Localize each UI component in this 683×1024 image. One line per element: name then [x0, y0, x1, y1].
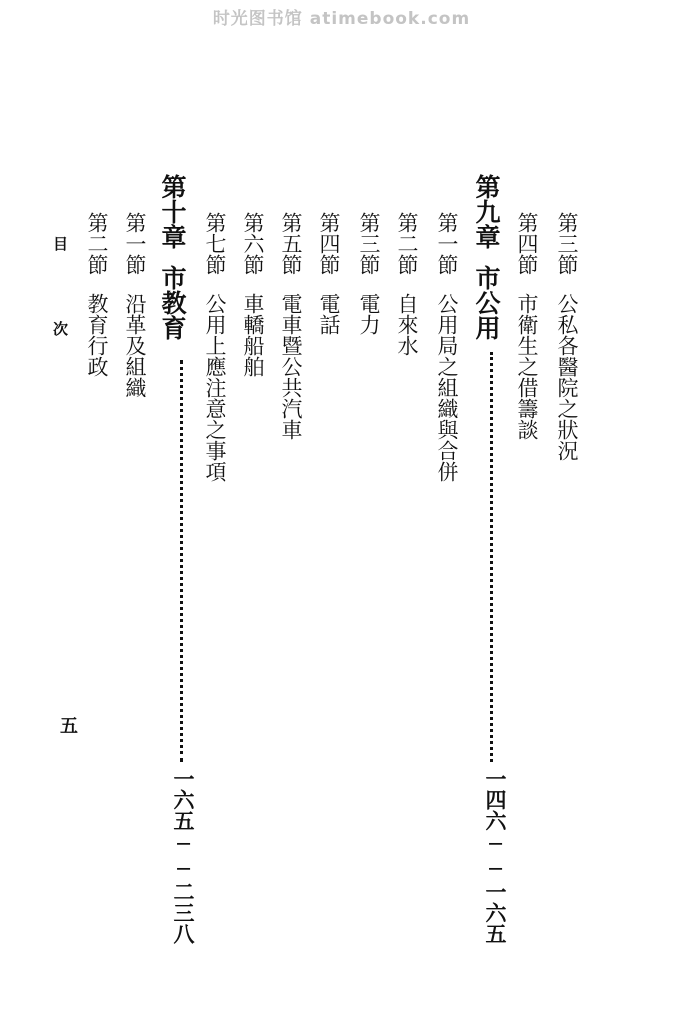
toc-entry-section — [86, 212, 107, 377]
section-number: 第二節 — [395, 212, 419, 275]
toc-entry-section — [436, 212, 457, 482]
section-number: 第四節 — [515, 212, 539, 275]
section-title: 電力 — [357, 293, 381, 335]
section-title: 教育行政 — [85, 293, 109, 377]
toc-entry-section — [516, 212, 537, 440]
section-number: 第五節 — [279, 212, 303, 275]
toc-entry-section — [318, 212, 339, 335]
toc-entry-section — [242, 212, 263, 377]
toc-entry-section — [358, 212, 379, 335]
section-title: 沿革及組織 — [123, 293, 147, 398]
page-range: 一四六──一六五 — [483, 768, 508, 944]
chapter-number: 第十章 — [158, 174, 187, 249]
section-number: 第六節 — [241, 212, 265, 275]
section-title: 自來水 — [395, 293, 419, 356]
toc-entry-section — [280, 212, 301, 440]
section-number: 第三節 — [555, 212, 579, 275]
section-title: 電車暨公共汽車 — [279, 293, 303, 440]
watermark: 时光图书馆 atimebook.com — [212, 9, 471, 29]
toc-entry-section — [204, 212, 225, 482]
section-number: 第七節 — [203, 212, 227, 275]
section-number: 第三節 — [357, 212, 381, 275]
leader-dots — [490, 352, 493, 762]
section-title: 車轎船舶 — [241, 293, 265, 377]
toc-entry-chapter — [474, 174, 499, 340]
section-title: 公用上應注意之事項 — [203, 293, 227, 482]
toc-entry-section — [556, 212, 577, 461]
section-title: 市衛生之借籌談 — [515, 293, 539, 440]
leader-dots — [180, 360, 183, 762]
page-number: 五 — [57, 716, 78, 734]
page-range: 一六五──二三八 — [171, 768, 196, 944]
toc-entry-chapter — [160, 174, 185, 340]
toc-entry-section — [124, 212, 145, 398]
chapter-title: 市公用 — [472, 265, 501, 340]
section-number: 第二節 — [85, 212, 109, 275]
section-number: 第一節 — [435, 212, 459, 275]
section-title: 公用局之組織與合併 — [435, 293, 459, 482]
section-title: 公私各醫院之狀況 — [555, 293, 579, 461]
chapter-number: 第九章 — [472, 174, 501, 249]
toc-entry-section — [396, 212, 417, 356]
chapter-title: 市教育 — [158, 265, 187, 340]
section-number: 第一節 — [123, 212, 147, 275]
section-number: 第四節 — [317, 212, 341, 275]
section-title: 電話 — [317, 293, 341, 335]
header-label: 目 次 — [51, 236, 69, 362]
